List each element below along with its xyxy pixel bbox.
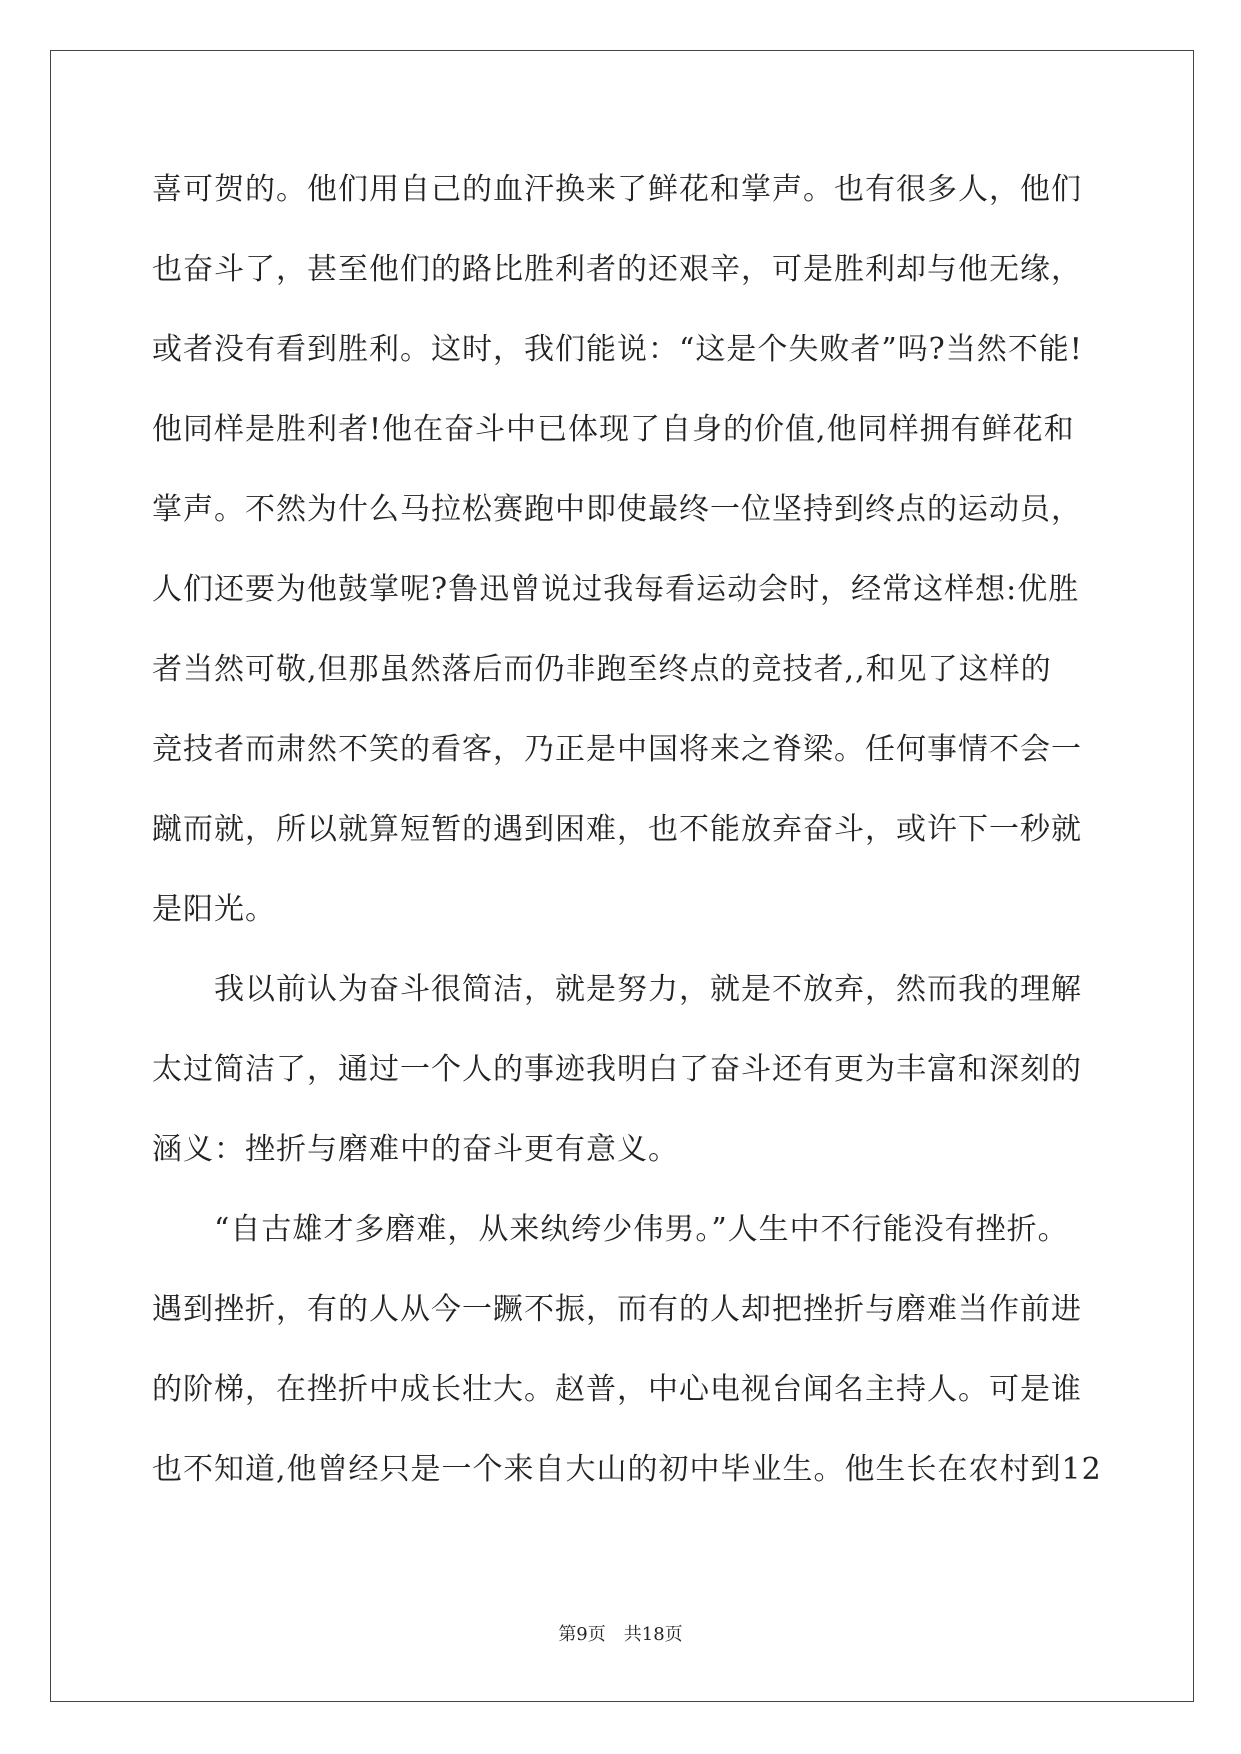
text-line: 也不知道,他曾经只是一个来自大山的初中毕业生。他生长在农村到12: [152, 1452, 1102, 1487]
text-line: 他同样是胜利者!他在奋斗中已体现了自身的价值,他同样拥有鲜花和: [152, 412, 1075, 447]
text-line: 人们还要为他鼓掌呢?鲁迅曾说过我每看运动会时，经常这样想:优胜: [152, 572, 1080, 607]
text-line: 的阶梯，在挫折中成长壮大。赵普，中心电视台闻名主持人。可是谁: [152, 1372, 1082, 1407]
text-line: “自古雄才多磨难，从来纨绔少伟男。”人生中不行能没有挫折。: [214, 1212, 1069, 1247]
text-line: 也奋斗了，甚至他们的路比胜利者的还艰辛，可是胜利却与他无缘，: [152, 252, 1082, 287]
text-line: 我以前认为奋斗很简洁，就是努力，就是不放弃，然而我的理解: [214, 972, 1082, 1007]
text-line: 遇到挫折，有的人从今一蹶不振，而有的人却把挫折与磨难当作前进: [152, 1292, 1082, 1327]
text-line: 喜可贺的。他们用自己的血汗换来了鲜花和掌声。也有很多人，他们: [152, 172, 1082, 207]
text-line: 掌声。不然为什么马拉松赛跑中即使最终一位坚持到终点的运动员，: [152, 492, 1082, 527]
text-line: 竞技者而肃然不笑的看客，乃正是中国将来之脊梁。任何事情不会一: [152, 732, 1082, 767]
text-line: 是阳光。: [152, 892, 276, 927]
text-line: 或者没有看到胜利。这时，我们能说：“这是个失败者”吗?当然不能!: [152, 332, 1083, 367]
text-line: 者当然可敬,但那虽然落后而仍非跑至终点的竞技者,,和见了这样的: [152, 652, 1052, 687]
text-line: 太过简洁了，通过一个人的事迹我明白了奋斗还有更为丰富和深刻的: [152, 1052, 1082, 1087]
text-line: 涵义：挫折与磨难中的奋斗更有意义。: [152, 1132, 679, 1167]
text-line: 蹴而就，所以就算短暂的遇到困难，也不能放弃奋斗，或许下一秒就: [152, 812, 1082, 847]
page-footer: 第9页 共18页: [558, 1624, 683, 1645]
